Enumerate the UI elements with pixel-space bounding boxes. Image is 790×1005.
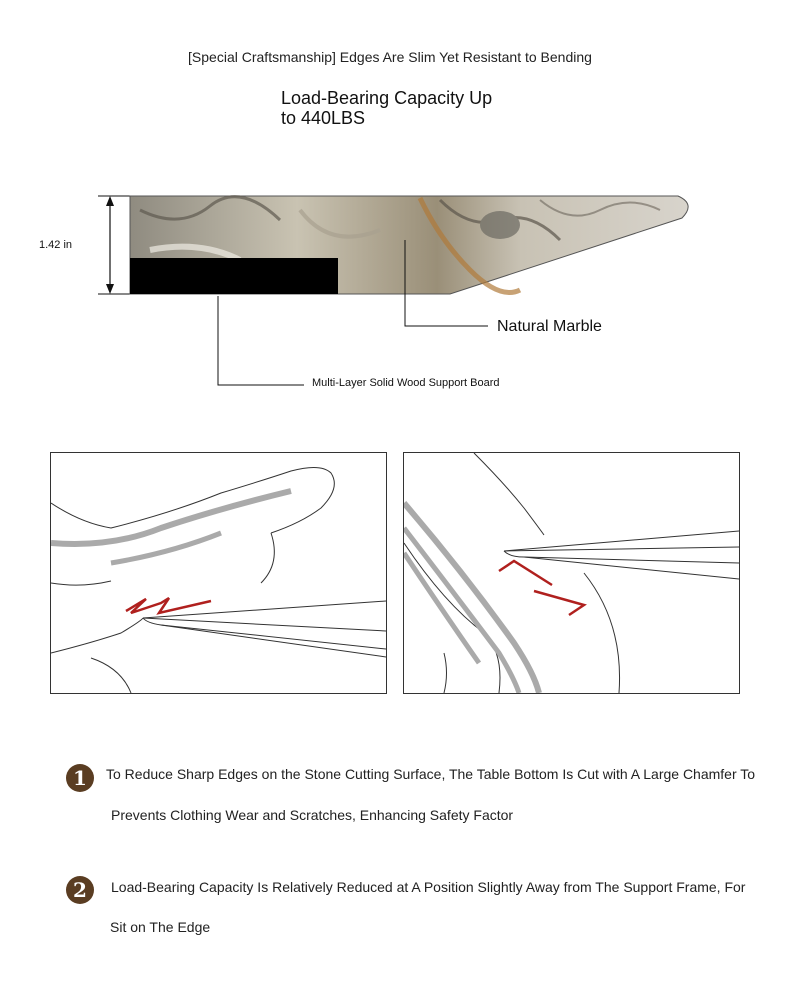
section-title: [Special Craftsmanship] Edges Are Slim Yet Resistant to Bending [188,49,592,65]
illustration-hip-against-edge [403,452,740,694]
number-badge-2: 2 [66,876,94,904]
load-capacity-heading [281,88,541,128]
edge-cross-section-diagram [0,180,790,410]
load-capacity-line2: to 440LBS [281,108,366,128]
illustration-arm-on-edge [50,452,387,694]
thickness-label: 1.42 in [39,239,73,251]
note-1-line1: To Reduce Sharp Edges on the Stone Cutting Surface, The Table Bottom Is Cut with A Large Chamfer To [106,766,756,782]
note-2-line2: Sit on The Edge [110,919,211,935]
support-board-label: Multi-Layer Solid Wood Support Board [312,377,500,389]
note-2-line1: Load-Bearing Capacity Is Relatively Reduced at A Position Slightly Away from The Support Frame, For [111,879,746,895]
pressure-mark [499,561,552,585]
pressure-mark [534,591,584,615]
support-leader-line [218,296,304,385]
note-1-line2: Prevents Clothing Wear and Scratches, Enhancing Safety Factor [111,807,514,823]
pressure-mark [126,598,211,613]
load-capacity-line1: Load-Bearing Capacity Up [281,88,493,108]
thickness-dimension [98,196,130,294]
natural-marble-label: Natural Marble [497,318,602,335]
number-badge-1: 1 [66,764,94,792]
wood-support-board [130,258,338,294]
